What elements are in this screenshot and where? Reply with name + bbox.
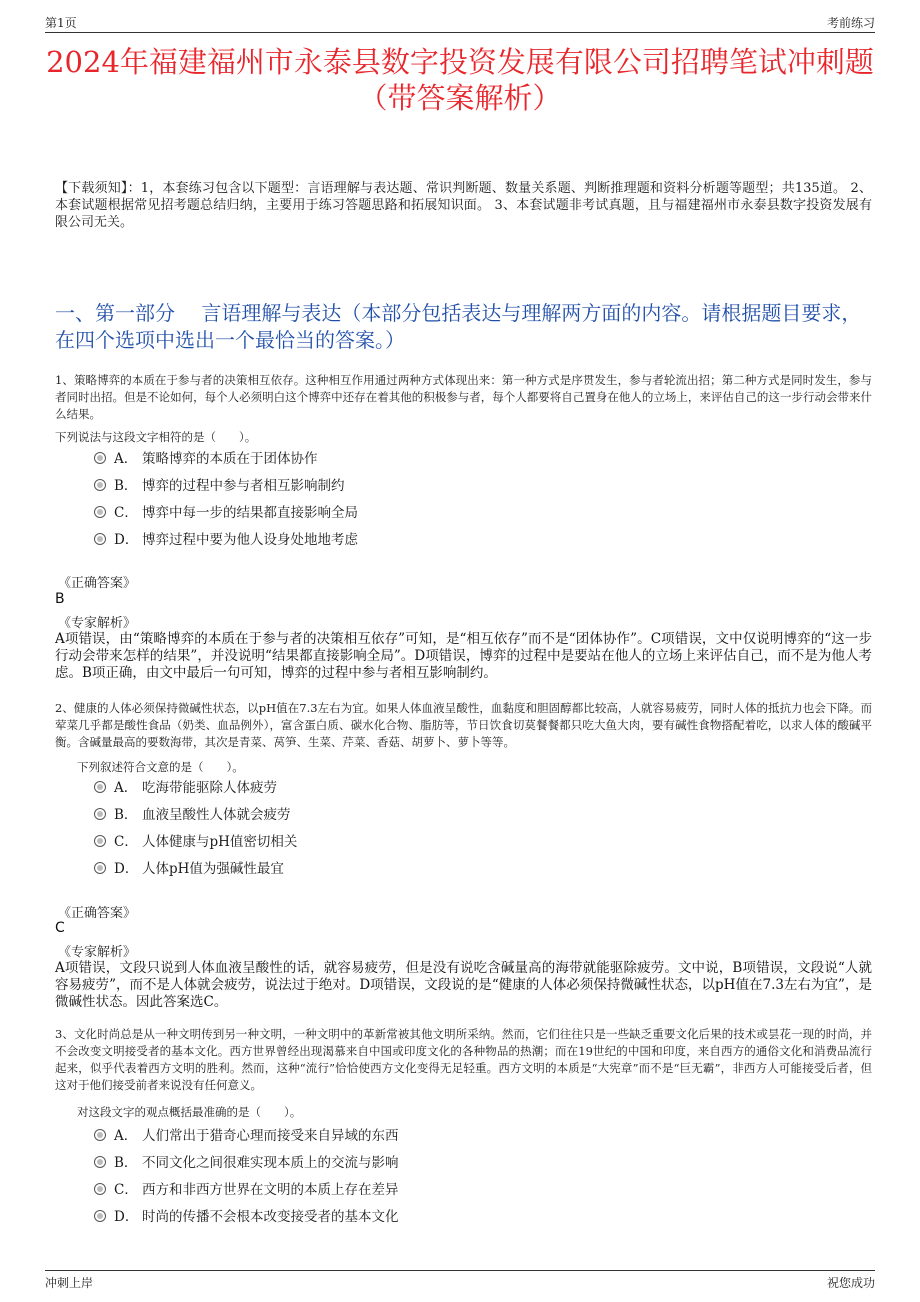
- question-3-prompt: 对这段文字的观点概括最准确的是（ ）。: [77, 1105, 302, 1119]
- radio-icon[interactable]: [94, 808, 106, 820]
- page-header: [45, 12, 875, 33]
- radio-icon[interactable]: [94, 781, 106, 793]
- question-2-option-d[interactable]: D． 人体pH值为强碱性最宜: [94, 859, 284, 879]
- document-title: 2024年福建福州市永泰县数字投资发展有限公司招聘笔试冲刺题（带答案解析）: [46, 45, 874, 115]
- question-1-analysis-label: 《专家解析》: [58, 616, 137, 631]
- question-1-answer: B: [55, 591, 65, 607]
- question-1-analysis: A项错误，由“策略博弈的本质在于参与者的决策相互依存”可知，是“相互依存”而不是“团体协作”。C项错误，文中仅说明博弈的“这一步行动会带来怎样的结果”，并没说明“结果都直接影响全局”。D项错误，博弈的过程中是要站在他人的立场上来评估自己，而不是为他人考虑。B项正确，由文中最后一句可知，博弈的过程中参与者相互影响制约。: [55, 631, 872, 681]
- question-2-option-a[interactable]: A． 吃海带能驱除人体疲劳: [94, 778, 277, 798]
- question-3-option-c[interactable]: C． 西方和非西方世界在文明的本质上存在差异: [94, 1180, 399, 1200]
- download-notice: 【下载须知】：1，本套练习包含以下题型：言语理解与表达题、常识判断题、数量关系题、判断推理题和资料分析题等题型；共135道。 2、本套试题根据常见招考题总结归纳，主要用于练习答题思路和拓展知识面。 3、本套试题非考试真题，且与福建福州市永泰县数字投资发展有限公司无关。: [55, 181, 872, 230]
- question-2-analysis-label: 《专家解析》: [58, 945, 137, 960]
- question-1-option-b[interactable]: B． 博弈的过程中参与者相互影响制约: [94, 476, 345, 496]
- radio-icon[interactable]: [94, 862, 106, 874]
- footer-left-label: 冲刺上岸: [45, 1276, 94, 1290]
- header-tag: 考前练习: [826, 16, 875, 30]
- radio-icon[interactable]: [94, 506, 106, 518]
- question-1-stem: 1、策略博弈的本质在于参与者的决策相互依存。这种相互作用通过两种方式体现出来：第一种方式是序贯发生，参与者轮流出招；第二种方式是同时发生，参与者同时出招。但是不论如何，每个人必须明白这个博弈中还存在着其他的积极参与者，每个人都要将自己置身在他人的立场上，来评估自己的这一步行动会带来什么结果。: [55, 373, 872, 421]
- radio-icon[interactable]: [94, 533, 106, 545]
- question-2-stem: 2、健康的人体必须保持微碱性状态，以pH值在7.3左右为宜。如果人体血液呈酸性，血黏度和胆固醇都比较高，人就容易疲劳，同时人体的抵抗力也会下降。而荤菜几乎都是酸性食品（奶类、血品例外），富含蛋白质、碳水化合物、脂肪等，节日饮食切莫餐餐都只吃大鱼大肉，要有碱性食物搭配着吃，以求人体的酸碱平衡。含碱量最高的要数海带，其次是青菜、莴笋、生菜、芹菜、香菇、胡萝卜、萝卜等等。: [55, 701, 872, 749]
- question-3-option-a[interactable]: A． 人们常出于猎奇心理而接受来自异域的东西: [94, 1126, 399, 1146]
- footer-right-label: 祝您成功: [826, 1276, 875, 1290]
- radio-icon[interactable]: [94, 1129, 106, 1141]
- radio-icon[interactable]: [94, 452, 106, 464]
- radio-icon[interactable]: [94, 835, 106, 847]
- question-2-prompt: 下列叙述符合文意的是（ ）。: [77, 760, 244, 774]
- question-3-stem: 3、文化时尚总是从一种文明传到另一种文明，一种文明中的革新常被其他文明所采纳。然而，它们往往只是一些缺乏重要文化后果的技术或昙花一现的时尚，并不会改变文明接受者的基本文化。西方世界曾经出现渴慕来自中国或印度文化的各种物品的热潮；而在19世纪的中国和印度，来自西方的通俗文化和消费品流行起来，似乎代表着西方文明的胜利。然而，这种“流行”恰恰使西方文化变得无足轻重。西方文明的本质是“大宪章”而不是“巨无霸”，非西方人可能接受后者，但这对于他们接受前者来说没有任何意义。: [55, 1027, 872, 1092]
- question-2-answer: C: [55, 920, 65, 936]
- question-1-option-c[interactable]: C． 博弈中每一步的结果都直接影响全局: [94, 503, 358, 523]
- radio-icon[interactable]: [94, 1156, 106, 1168]
- question-1-prompt: 下列说法与这段文字相符的是（ ）。: [55, 430, 257, 444]
- question-3-option-d[interactable]: D． 时尚的传播不会根本改变接受者的基本文化: [94, 1207, 399, 1227]
- question-3-option-b[interactable]: B． 不同文化之间很难实现本质上的交流与影响: [94, 1153, 399, 1173]
- question-2-option-c[interactable]: C． 人体健康与pH值密切相关: [94, 832, 297, 852]
- section-heading: 一、第一部分 言语理解与表达（本部分包括表达与理解两方面的内容。请根据题目要求，在四个选项中选出一个最恰当的答案。）: [55, 301, 862, 352]
- question-1-option-a[interactable]: A． 策略博弈的本质在于团体协作: [94, 449, 318, 469]
- question-2-answer-label: 《正确答案》: [58, 906, 137, 921]
- radio-icon[interactable]: [94, 479, 106, 491]
- radio-icon[interactable]: [94, 1210, 106, 1222]
- radio-icon[interactable]: [94, 1183, 106, 1195]
- page-footer: [45, 1270, 875, 1295]
- question-1-option-d[interactable]: D． 博弈过程中要为他人设身处地地考虑: [94, 530, 358, 550]
- page-number: 第1页: [45, 16, 77, 30]
- question-2-analysis: A项错误，文段只说到人体血液呈酸性的话，就容易疲劳，但是没有说吃含碱量高的海带就能驱除疲劳。文中说，B项错误，文段说“人就容易疲劳”，而不是人体就会疲劳，说法过于绝对。D项错误，文段说的是“健康的人体必须保持微碱性状态，以pH值在7.3左右为宜”，是微碱性状态。因此答案选C。: [55, 960, 872, 1010]
- question-2-option-b[interactable]: B． 血液呈酸性人体就会疲劳: [94, 805, 291, 825]
- question-1-answer-label: 《正确答案》: [58, 576, 137, 591]
